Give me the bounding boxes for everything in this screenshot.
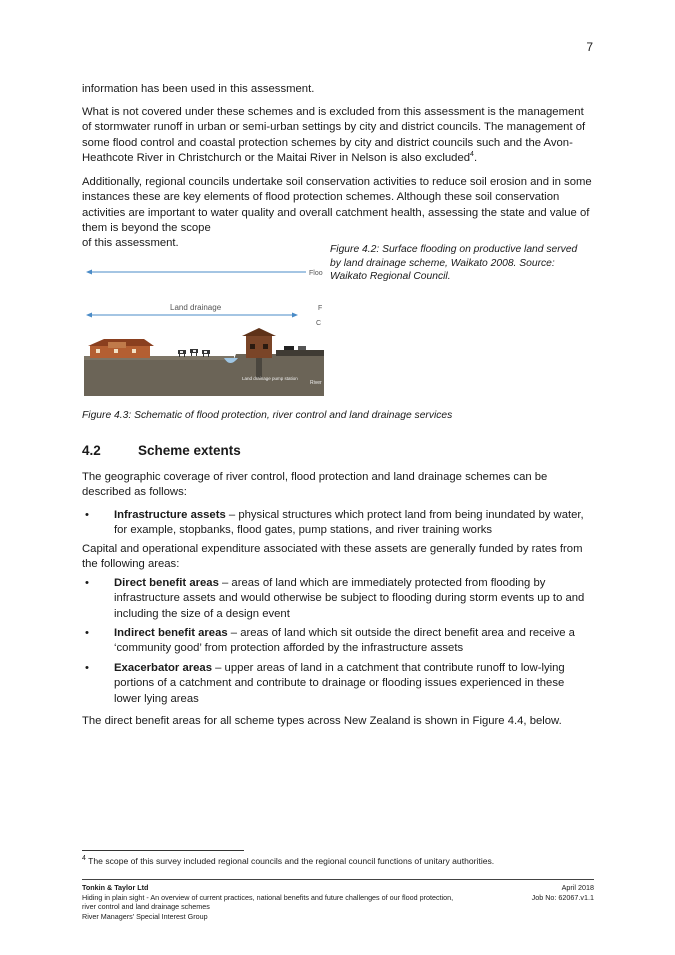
paragraph-soil-text: Additionally, regional councils undertake soil conservation activities to reduce soil erosion and in some instances these are key elements of flood protection schemes. Although these soil conservation activities are important to water quality and overall catchment health, assessing the state and value of them is beyond the scope	[82, 176, 592, 234]
label-right-2: C	[316, 320, 322, 327]
label-pump-station: Land drainage pump station	[242, 376, 298, 381]
label-right-1: F	[318, 305, 323, 312]
bullet-term: Infrastructure assets	[114, 509, 226, 521]
figure-4-3-caption: Figure 4.3: Schematic of flood protection, river control and land drainage services	[82, 410, 453, 421]
paragraph-exclusions-end: .	[473, 151, 478, 164]
footer-job: Job No: 62067.v1.1	[531, 892, 594, 902]
section-heading	[82, 443, 241, 458]
bullet-indirect-benefit	[82, 626, 594, 657]
bullet-term: Exacerbator areas	[114, 662, 212, 674]
bullet-dot: •	[85, 577, 89, 589]
label-river: River	[310, 380, 322, 386]
figure-4-3-schematic	[84, 258, 324, 396]
footer-doc-title: Hiding in plain sight - An overview of current practices, national benefits and future challenges of our flood protection, river control and land drainage schemes	[82, 892, 454, 912]
footnote-number: 4	[82, 855, 86, 863]
section-title: Scheme extents	[138, 443, 241, 458]
bullet-infrastructure	[82, 508, 594, 539]
bullet-direct-benefit	[82, 576, 594, 622]
bullet-dot: •	[85, 662, 89, 674]
footnote-ref[interactable]: 4	[470, 151, 474, 159]
section-number: 4.2	[82, 443, 101, 458]
paragraph-soil-conservation	[82, 175, 594, 236]
paragraph-exclusions	[82, 105, 594, 166]
bullet-text: – areas of land which are immediately protected from flooding by infrastructure assets and would otherwise be subject to flooding during storm events up to and including the size of a design event	[114, 577, 585, 620]
intro-paragraph: The geographic coverage of river control, flood protection and land drainage schemes can be described as follows:	[82, 471, 548, 499]
footer-date: April 2018	[561, 883, 594, 892]
paragraph-continuation: information has been used in this assessment.	[82, 83, 315, 95]
label-land-drainage: Land drainage	[170, 303, 222, 312]
label-flood: Floo	[309, 270, 323, 277]
footer-company: Tonkin & Taylor Ltd	[82, 883, 149, 892]
footnote	[82, 856, 494, 867]
bullet-dot: •	[85, 627, 89, 639]
footer-left	[82, 883, 462, 921]
bullet-exacerbator	[82, 661, 594, 707]
footer-group: River Managers' Special Interest Group	[82, 911, 208, 921]
capex-paragraph: Capital and operational expenditure associated with these assets are generally funded by rates from the following areas:	[82, 543, 583, 571]
bullet-text: – physical structures which protect land from being inundated by water, for example, stopbanks, flood gates, pump stations, and river training works	[114, 509, 584, 537]
figure-4-2-caption: Figure 4.2: Surface flooding on productive land served by land drainage scheme, Waikato 2008. Source: Waikato Regional Council.	[330, 244, 578, 282]
paragraph-exclusions-text: What is not covered under these schemes and is excluded from this assessment is the management of stormwater runoff in urban or semi-urban settings by city and district councils. The management of some flood control and coastal protection schemes by city and district councils such and the Avon-Heathcote River in Christchurch or the Maitai River in Nelson is also excluded	[82, 106, 586, 164]
bullet-text: – areas of land which sit outside the direct benefit area and receive a ‘community good’ from protection afforded by the infrastructure assets	[114, 627, 575, 655]
footer-right	[532, 883, 594, 902]
footer-divider	[82, 879, 594, 880]
closing-paragraph: The direct benefit areas for all scheme types across New Zealand is shown in Figure 4.4, below.	[82, 715, 562, 727]
bullet-term: Direct benefit areas	[114, 577, 219, 589]
footnote-text: The scope of this survey included regional councils and the regional council functions of unitary authorities.	[85, 856, 495, 866]
footnote-divider	[82, 850, 244, 851]
paragraph-soil-tail: of this assessment.	[82, 237, 179, 249]
bullet-dot: •	[85, 509, 89, 521]
page-number: 7	[586, 40, 593, 54]
bullet-text: – upper areas of land in a catchment that contribute runoff to low-lying portions of a catchment and contribute to drainage or flooding issues experienced in these lower lying areas	[114, 662, 565, 705]
bullet-term: Indirect benefit areas	[114, 627, 228, 639]
